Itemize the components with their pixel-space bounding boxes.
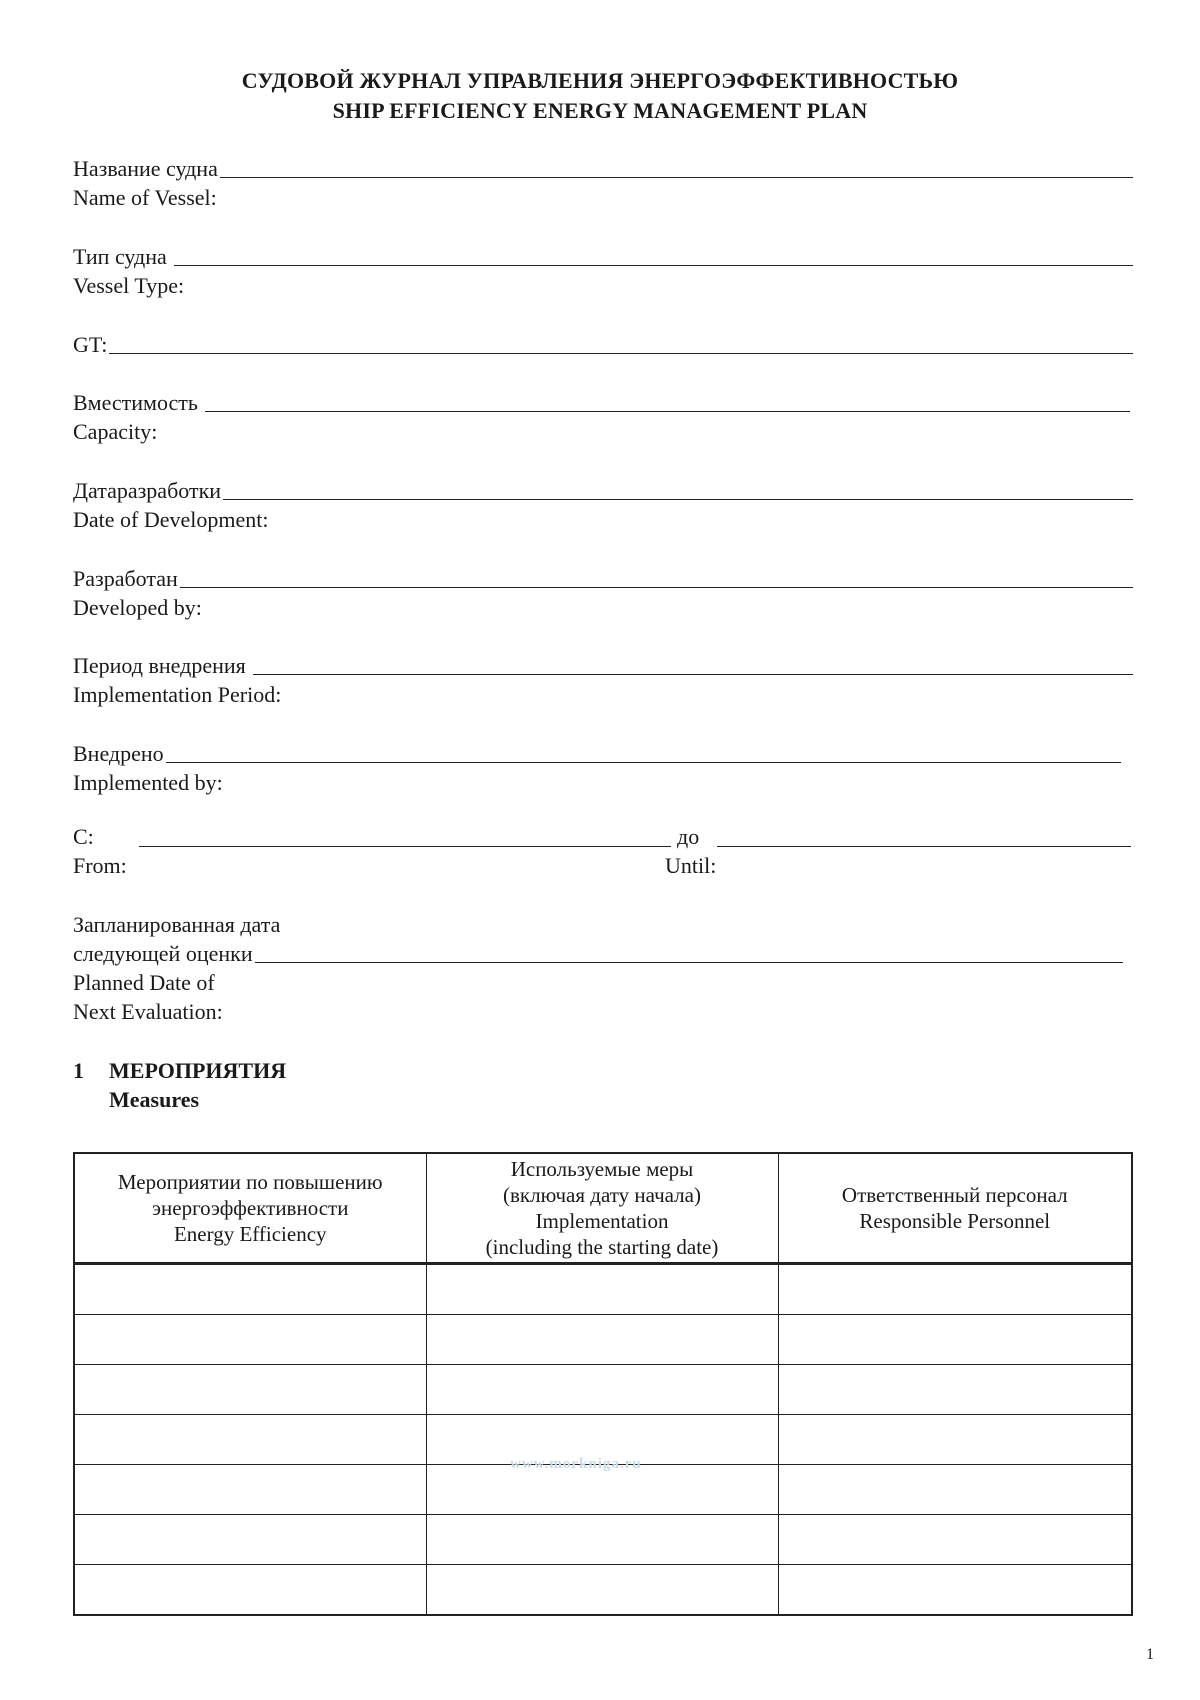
table-cell[interactable] [74,1315,426,1365]
column-header-implementation: Используемые меры (включая дату начала) Implementation (including the starting date) [426,1153,778,1264]
field-vessel-name [73,154,1133,212]
table-row [74,1264,1132,1315]
field-label-ru: Период внедрения [73,653,252,678]
field-label-en: Capacity: [73,419,158,444]
planned-label-line1: Запланированная дата [73,912,281,937]
field-label-en: Date of Development: [73,507,269,532]
table-cell[interactable] [778,1365,1132,1415]
field-label-en: Vessel Type: [73,273,185,298]
until-input-line[interactable] [717,846,1131,847]
table-cell[interactable] [778,1264,1132,1315]
page-number: 1 [1146,1646,1154,1663]
table-header-row [74,1153,1132,1264]
field-label-en: Implemented by: [73,770,223,795]
table-cell[interactable] [778,1515,1132,1565]
measures-table [73,1152,1133,1616]
table-row [74,1315,1132,1365]
table-cell[interactable] [426,1565,778,1616]
field-implemented-by [73,739,1133,797]
from-label-ru: С: [73,824,94,849]
vessel-type-input-line[interactable] [174,265,1133,266]
field-label-ru: Название судна [73,156,218,181]
until-label-ru: до [677,824,700,849]
field-implementation-period [73,651,1133,709]
field-label-en: Name of Vessel: [73,185,217,210]
table-row [74,1565,1132,1616]
table-cell[interactable] [74,1565,426,1616]
field-label-en: Implementation Period: [73,682,282,707]
section-number: 1 [73,1058,84,1083]
planned-label-line3: Planned Date of [73,970,215,995]
table-cell[interactable] [74,1415,426,1465]
table-cell[interactable] [778,1415,1132,1465]
capacity-input-line[interactable] [205,411,1130,412]
period-range [73,822,1133,882]
implemented-by-input-line[interactable] [166,762,1121,763]
table-cell[interactable] [778,1315,1132,1365]
table-row [74,1515,1132,1565]
table-cell[interactable] [426,1365,778,1415]
title-english: SHIP EFFICIENCY ENERGY MANAGEMENT PLAN [332,98,868,123]
field-gt [73,330,1133,359]
title-russian: СУДОВОЙ ЖУРНАЛ УПРАВЛЕНИЯ ЭНЕРГОЭФФЕКТИВНОСТЬЮ [241,68,959,93]
planned-date-input-line[interactable] [255,962,1123,963]
section-title-ru: МЕРОПРИЯТИЯ [109,1058,287,1083]
table-cell[interactable] [778,1465,1132,1515]
date-development-input-line[interactable] [223,499,1133,500]
until-label-en: Until: [665,853,717,878]
planned-label-line4: Next Evaluation: [73,999,223,1024]
field-label-ru: Внедрено [73,741,164,766]
from-label-en: From: [73,853,127,878]
gt-input-line[interactable] [109,353,1133,354]
field-vessel-type [73,242,1133,300]
field-planned-evaluation [73,910,1133,1026]
field-capacity [73,388,1133,446]
table-cell[interactable] [426,1315,778,1365]
table-cell[interactable] [426,1264,778,1315]
table-cell[interactable] [74,1465,426,1515]
table-cell[interactable] [778,1565,1132,1616]
table-cell[interactable] [426,1515,778,1565]
from-input-line[interactable] [139,846,671,847]
watermark: www.morkniga.ru [510,1456,642,1472]
field-label-ru: Вместимость [73,390,204,415]
field-label-en: Developed by: [73,595,202,620]
column-header-energy-efficiency: Мероприятии по повышению энергоэффективности Energy Efficiency [74,1153,426,1264]
field-label-ru: GT: [73,332,108,357]
planned-label-line2: следующей оценки [73,941,253,966]
field-developed-by [73,564,1133,622]
field-label-ru: Тип судна [73,244,173,269]
developed-by-input-line[interactable] [180,587,1133,588]
implementation-period-input-line[interactable] [253,674,1133,675]
column-header-responsible-personnel: Ответственный персонал Responsible Personnel [778,1153,1132,1264]
section-title-en: Measures [109,1087,200,1112]
table-cell[interactable] [74,1264,426,1315]
vessel-name-input-line[interactable] [220,177,1133,178]
field-label-ru: Датаразработки [73,478,222,503]
table-cell[interactable] [74,1365,426,1415]
field-label-ru: Разработан [73,566,178,591]
field-date-development [73,476,1133,534]
table-cell[interactable] [74,1515,426,1565]
table-row [74,1365,1132,1415]
